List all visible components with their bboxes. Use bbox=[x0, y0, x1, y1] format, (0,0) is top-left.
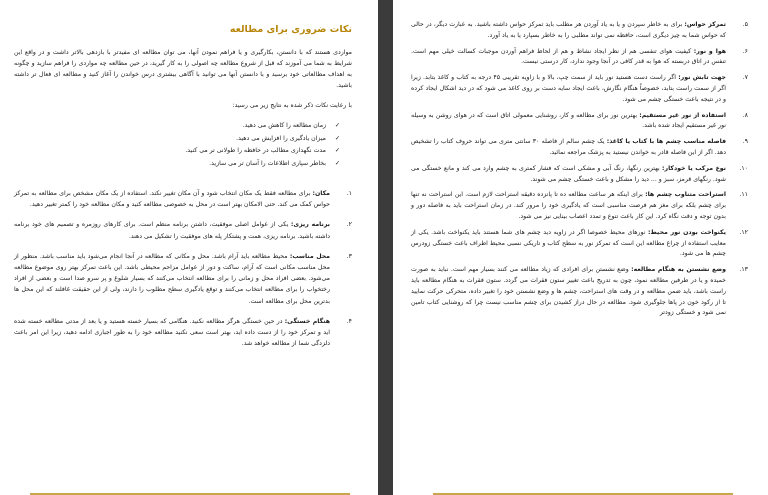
tips-list-left bbox=[14, 188, 352, 349]
checkmark-icon: ✓ bbox=[334, 134, 340, 142]
tip-text: بهترین نور برای مطالعه و کار، روشنایی معمولی اتاق است که در هوای روشن به وسیله نور غیر مستقیم ایجاد شده باشد. bbox=[411, 111, 726, 130]
tip-heading: استراحت متناوب چشم ها: bbox=[645, 191, 727, 199]
page-title: نکات ضروری برای مطالعه bbox=[229, 24, 352, 35]
tip-heading: وضع نشستن به هنگام مطالعه: bbox=[631, 266, 727, 274]
tip-number: ۳. bbox=[346, 252, 352, 260]
tip-item bbox=[411, 190, 748, 222]
tip-number: ۵. bbox=[742, 21, 748, 28]
intro-paragraph: مواردی هستند که با دانستن، بکارگیری و یا فراهم نمودن آنها، می توان مطالعه ای مفیدتر با بازدهی بالاتر داشت و در واقع این شرایط به شما می آموزند که قبل از شروع مطالعه چه اصولی را به کار گیرید، در حین مطالعه چه مواردی را فراهم سازید و چگونه به اهداف مطالعاتی خود برسید و با دانستن آنها می توانید با آگاهی بیشتری درس خواندن را آغاز کنید و مطالعه ای فعال تر داشته باشید. bbox=[14, 49, 352, 89]
tip-number: ۴. bbox=[346, 317, 352, 325]
tip-item bbox=[14, 251, 352, 307]
list-item bbox=[14, 133, 340, 146]
tip-item bbox=[411, 20, 748, 42]
tip-item bbox=[411, 73, 748, 105]
results-lead: با رعایت نکات ذکر شده به نتایج زیر می رسید: bbox=[232, 102, 352, 109]
tip-text: در حین خستگی هرگز مطالعه نکنید. هنگامی که بسیار خسته هستید و یا بعد از مدتی مطالعه خسته شده اید و تمرکز خود را از دست داده اید، بهتر است سعی نکنید مطالعه خود را به طور اجباری ادامه دهید، زیرا این امر باعث دلزدگی شما از مطالعه خواهد شد. bbox=[14, 317, 330, 348]
tip-item bbox=[411, 265, 748, 319]
tip-heading: هوا و نور: bbox=[693, 47, 726, 55]
list-item bbox=[14, 158, 340, 171]
tip-text: برای اینکه هر ساعت مطالعه ده تا پانزده دقیقه استراحت لازم است. این استراحت نه تنها برای چشم بلکه برای مغز هم فرصت مناسبی است که یادگیری خود را مرور کند. در زمان استراحت باید به فاصله دور و بدون توجه و دقت نگاه کرد. این کار باعث تنوع و تمدد اعصاب بینایی نیز می شود. bbox=[411, 191, 726, 220]
tip-item bbox=[411, 228, 748, 260]
tip-item bbox=[411, 137, 748, 159]
tip-text: وضع نشستن برای افرادی که زیاد مطالعه می کنند بسیار مهم است. نباید به صورت خمیده و یا در طرفین مطالعه نمود، چون به تدریج باعث تغییر ستون فقرات می گردد. ستون فقرات به هنگام مطالعه باید راست باشد، باید ضمن مطالعه و در وقت های استراحت، چشم ها و وضع نشستن خود را تغییر داده، متحرکی حرکت نمایید تا از رکود خون در پاها جلوگیری شود. مطالعه در حال دراز کشیدن برای چشم مناسب نیست چرا که روشنایی کتاب تامین نمی شود و خستگی زودتر bbox=[411, 266, 726, 317]
tip-heading: استفاده از نور غیر مستقیم: bbox=[639, 111, 726, 119]
tip-number: ۹. bbox=[742, 138, 748, 146]
tip-item bbox=[14, 188, 352, 210]
tip-text: کیفیت هوای تنفسی هم از نظر ایجاد نشاط و هم از لحاظ فراهم آوردن موجبات کسالت خیلی مهم است. تنفس در اتاق دربسته که هوا به قدر کافی در آنجا وجود ندارد، کار درستی نیست. bbox=[411, 47, 726, 66]
list-item-text: بخاطر سپاری اطلاعات را آسان تر می سازید. bbox=[209, 159, 326, 167]
tip-number: ۶. bbox=[742, 47, 748, 55]
tip-number: ۱. bbox=[346, 190, 352, 197]
document-page-left bbox=[0, 0, 378, 495]
tip-text: محیط مطالعه باید آرام باشد. محل و مکانی که مطالعه در آنجا انجام می‌شود باید مناسب باشد. منظور از محل مناسب مکانی است که آرام، ساکت و دور از عوامل مزاحم محیطی باشد. این باعث تمرکز بهتر روی موضوع مطالعه می‌شود. بعضی افراد محل و زمانی را برای مطالعه انتخاب می‌کنند که بسیار شلوغ و پر سرو صدا است و بعضی از افراد رختخواب را برای مطالعه انتخاب می‌کنند و توقع یادگیری سطح مطلوب را دارند، ولی از این حقیقت غافلند که این محل ها بدترین محل برای مطالعه است. bbox=[14, 252, 330, 305]
tip-text: یک چشم سالم از فاصله ۳۰ سانتی متری می تواند حروف کتاب را تشخیص دهد. اگر از این فاصله قادر به خواندن نیستید به پزشک مراجعه نمائید. bbox=[411, 138, 726, 156]
tip-heading: مکان: bbox=[312, 190, 331, 197]
tip-heading: برنامه ریزی: bbox=[290, 221, 331, 229]
tip-item bbox=[411, 164, 748, 186]
checkmark-icon: ✓ bbox=[334, 122, 340, 129]
tip-text: برای مطالعه فقط یک مکان انتخاب شود و آن مکان تغییر نکند. استفاده از یک مکان مشخص برای مطالعه به تمرکز حواس کمک می کند. حتی الامکان بهتر است در محل به خصوصی مطالعه کنید و مکان مطالعه خود را کمتر تغییر دهید. bbox=[14, 190, 330, 209]
tip-number: ۱۳. bbox=[739, 266, 748, 274]
tips-list-right bbox=[411, 20, 748, 319]
tip-text: نورهای محیط خصوصا اگر در زاویه دید چشم های شما هستند باید یکنواخت باشد. یکی از معایب استفاده از چراغ مطالعه این است که تمرکز نور به سطح کتاب و تاریکی نسبی محیط اطراف باعث خستگی زودرس چشم ها می شود. bbox=[411, 228, 726, 258]
checkmark-icon: ✓ bbox=[334, 147, 340, 154]
tip-item bbox=[14, 219, 352, 241]
tip-text: بهترین رنگها، رنگ آبی و مشکی است که فشار کمتری به چشم وارد می کند و مانع خستگی می شود. رنگهای قرمز، سبز و ... دید را مشکل و باعث خستگی چشم می شوند. bbox=[411, 164, 726, 183]
tip-heading: تمرکز حواس: bbox=[684, 21, 726, 28]
tip-text: اگر راست دست هستید نور باید از سمت چپ، بالا و با زاویه تقریبی ۴۵ درجه به کتاب و کاغذ بتابد. زیرا اگر از سمت راست بتابد، خصوصاً هنگام نگارش، باعث ایجاد سایه دست بر روی کاغذ می شود که در دید اشکال ایجاد کرده و در نتیجه باعث خستگی چشم می شود. bbox=[411, 74, 726, 103]
tip-number: ۷. bbox=[742, 74, 748, 82]
tip-item bbox=[411, 47, 748, 69]
tip-number: ۲. bbox=[346, 221, 352, 229]
tip-number: ۱۲. bbox=[739, 228, 748, 236]
tip-number: ۱۰. bbox=[739, 164, 748, 172]
tip-text: یکی از عوامل اصلی موفقیت، داشتن برنامه منظم است. برای کارهای روزمره و تصمیم های خود برنامه داشته باشید. برنامه ریزی، همت و پشتکار پله های موفقیت را تشکیل می دهند. bbox=[14, 221, 330, 240]
tip-heading: محل مناسب: bbox=[289, 252, 331, 260]
list-item bbox=[14, 120, 340, 133]
page-gutter bbox=[378, 0, 393, 495]
results-list bbox=[14, 120, 340, 170]
tip-item bbox=[14, 316, 352, 350]
tip-text: برای به خاطر سپردن و یا به یاد آوردن هر مطلب باید تمرکز حواس داشته باشید. به عبارت دیگر، در حالی که حواس شما به چیز دیگری است، حافظه نمی تواند مطلبی را به خاطر بسپارد یا به یاد آورد. bbox=[411, 21, 726, 39]
checkmark-icon: ✓ bbox=[334, 159, 340, 167]
tip-number: ۸. bbox=[742, 111, 748, 119]
tip-heading: جهت تابش نور: bbox=[678, 74, 726, 82]
tip-heading: هنگام خستگی: bbox=[284, 317, 331, 325]
document-page-right bbox=[393, 0, 768, 495]
tip-item bbox=[411, 111, 748, 133]
list-item-text: مدت نگهداری مطالب در حافظه را طولانی تر می کنید. bbox=[185, 147, 326, 154]
tip-heading: فاصله مناسب چشم ها با کتاب یا کاغذ: bbox=[606, 138, 726, 146]
list-item-text: میزان یادگیری را افزایش می دهید. bbox=[236, 134, 326, 142]
tip-heading: یکنواخت بودن نور محیط: bbox=[647, 228, 726, 236]
list-item bbox=[14, 145, 340, 158]
tip-heading: نوع مرکب یا خودکار: bbox=[662, 164, 727, 172]
tip-number: ۱۱. bbox=[739, 191, 748, 199]
list-item-text: زمان مطالعه را کاهش می دهید. bbox=[242, 122, 326, 129]
